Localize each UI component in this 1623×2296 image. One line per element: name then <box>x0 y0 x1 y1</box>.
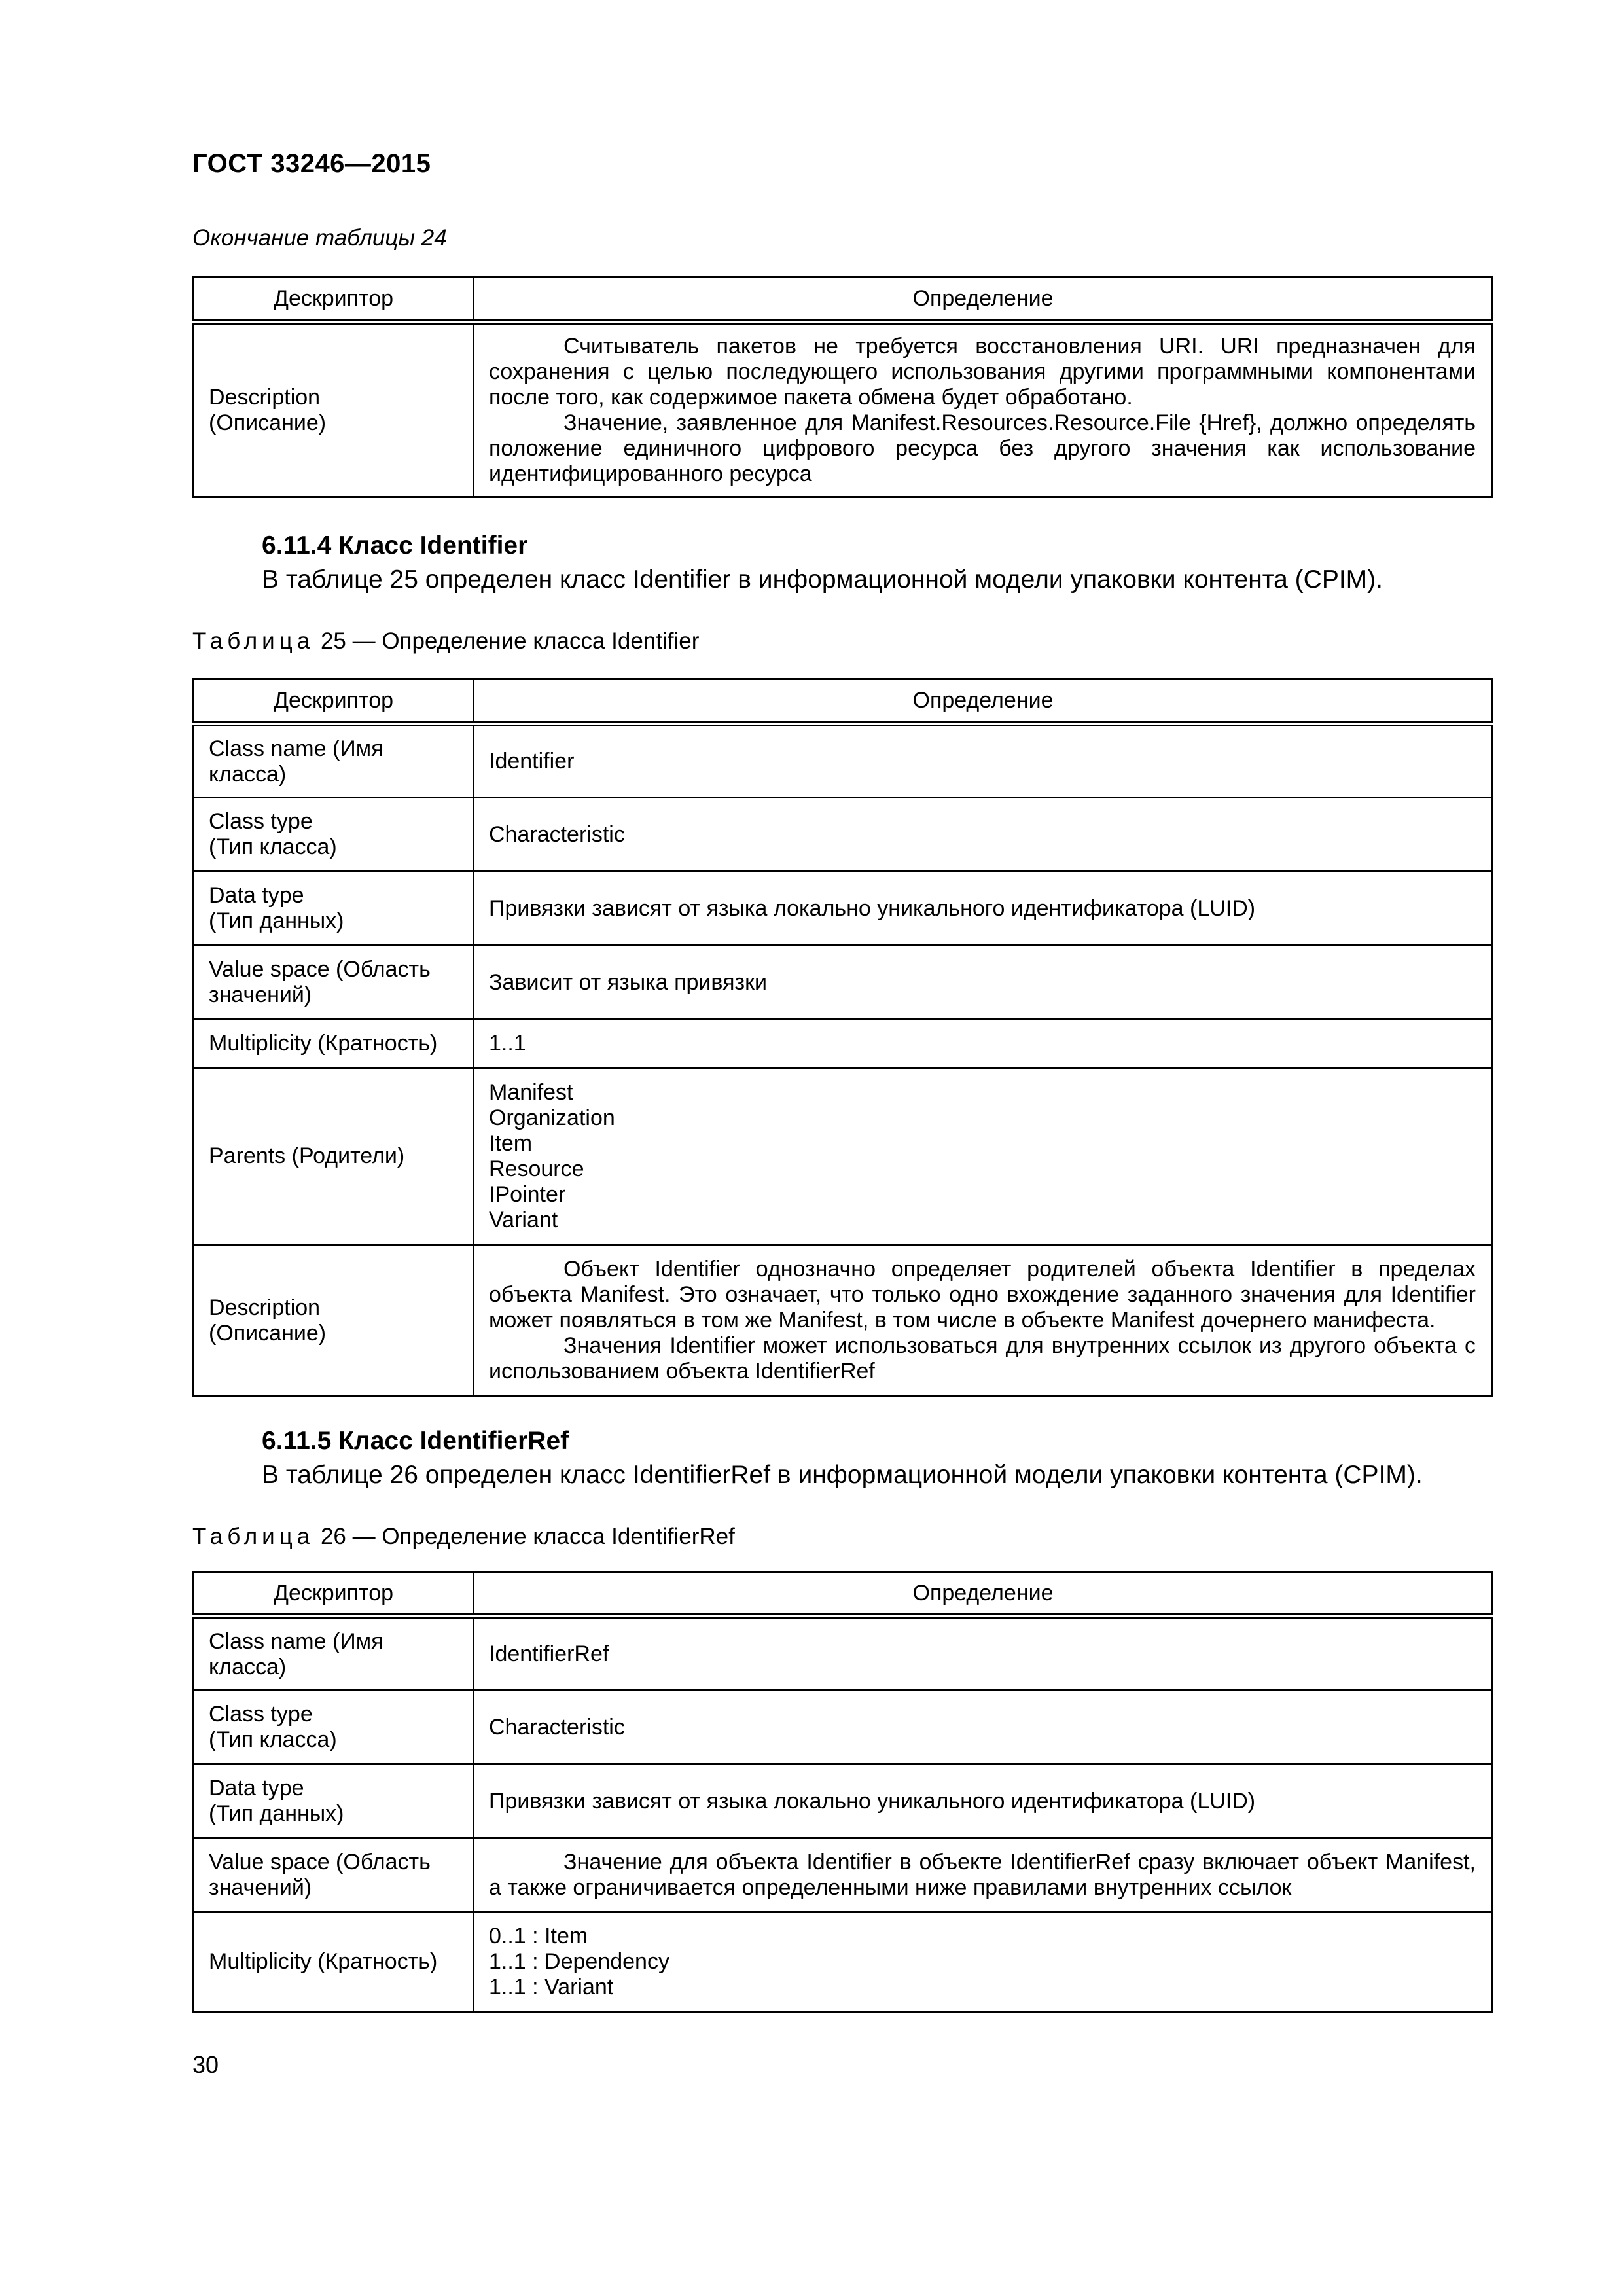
list-item: IPointer <box>489 1181 566 1207</box>
table-row <box>194 1617 1493 1691</box>
table-header-row <box>194 1572 1493 1617</box>
descriptor-cell <box>194 1691 474 1765</box>
descriptor-cell <box>194 322 474 497</box>
definition-paragraph: Значение для объекта Identifier в объекте IdentifierRef сразу включает объект Manifest, а также ограничивается определенными ниже правилами внутренних ссылок <box>489 1850 1476 1900</box>
list-item: Resource <box>489 1156 584 1181</box>
descriptor-cell <box>194 1068 474 1245</box>
list-item: Organization <box>489 1105 615 1130</box>
section-heading-6-11-5: 6.11.5 Класс IdentifierRef <box>262 1427 569 1455</box>
table-row <box>194 1839 1493 1912</box>
list-item: Item <box>489 1130 533 1156</box>
descriptor-label: Description <box>209 1295 321 1320</box>
caption-text: 25 — Определение класса Identifier <box>314 628 700 654</box>
table-row <box>194 946 1493 1020</box>
definition-cell: Привязки зависят от языка локально уникального идентификатора (LUID) <box>474 1765 1493 1839</box>
table-row <box>194 1020 1493 1068</box>
descriptor-label: Description <box>209 385 321 410</box>
definition-cell: IdentifierRef <box>474 1617 1493 1691</box>
descriptor-label-cont: (Тип класса) <box>209 1727 337 1752</box>
descriptor-label-cont: значений) <box>209 1875 312 1900</box>
table-row <box>194 872 1493 946</box>
definition-cell: Characteristic <box>474 798 1493 872</box>
definition-paragraph: Объект Identifier однозначно определяет родителей объекта Identifier в пределах объекта Manifest. Это означает, что только одно вхождение заданного значения для Identifier может появляться в том же Manifest, в том числе в объекте Manifest дочернего манифеста. <box>489 1257 1476 1333</box>
descriptor-cell <box>194 1245 474 1397</box>
definition-cell: 1..1 <box>474 1020 1493 1068</box>
descriptor-label-cont: (Тип данных) <box>209 1801 344 1826</box>
descriptor-label-cont: (Тип класса) <box>209 834 337 859</box>
section-text-6-11-5: В таблице 26 определен класс IdentifierRef в информационной модели упаковки контента (CPIM). <box>262 1461 1423 1489</box>
definition-cell <box>474 1245 1493 1397</box>
table-24-end <box>192 276 1493 498</box>
list-item: 1..1 : Variant <box>489 1975 614 2000</box>
descriptor-label: Class type <box>209 1702 313 1727</box>
list-item: Manifest <box>489 1079 573 1105</box>
descriptor-cell <box>194 1020 474 1068</box>
definition-cell <box>474 322 1493 497</box>
document-number: ГОСТ 33246—2015 <box>192 149 431 178</box>
descriptor-label: Multiplicity (Кратность) <box>209 1031 438 1056</box>
descriptor-cell <box>194 1765 474 1839</box>
caption-prefix: Таблица <box>192 1524 315 1549</box>
definition-cell <box>474 1839 1493 1912</box>
list-item: 0..1 : Item <box>489 1924 588 1948</box>
list-item: 1..1 : Dependency <box>489 1949 669 1974</box>
definition-cell <box>474 1912 1493 2012</box>
descriptor-cell <box>194 872 474 946</box>
column-header-definition: Определение <box>474 679 1493 724</box>
table-row <box>194 1765 1493 1839</box>
descriptor-label-cont: (Описание) <box>209 1320 327 1346</box>
descriptor-label: Class type <box>209 809 313 834</box>
definition-paragraph: Значение, заявленное для Manifest.Resources.Resource.File {Href}, должно определять положение единичного цифрового ресурса без другого значения как использование идентифицированного ресурса <box>489 410 1476 486</box>
descriptor-label-cont: (Тип данных) <box>209 908 344 933</box>
definition-cell: Identifier <box>474 724 1493 798</box>
definition-cell: Зависит от языка привязки <box>474 946 1493 1020</box>
descriptor-cell <box>194 798 474 872</box>
descriptor-cell <box>194 1617 474 1691</box>
column-header-descriptor: Дескриптор <box>194 1572 474 1617</box>
table-row <box>194 1691 1493 1765</box>
table-row <box>194 798 1493 872</box>
table-25-caption <box>192 628 699 655</box>
column-header-definition: Определение <box>474 1572 1493 1617</box>
descriptor-cell <box>194 946 474 1020</box>
table-row <box>194 1912 1493 2012</box>
list-item: Variant <box>489 1207 558 1232</box>
definition-paragraph: Значения Identifier может использоваться для внутренних ссылок из другого объекта с использованием объекта IdentifierRef <box>489 1333 1476 1384</box>
table-row <box>194 724 1493 798</box>
descriptor-label: Value space (Область <box>209 1850 431 1874</box>
definition-cell <box>474 1068 1493 1245</box>
section-heading-6-11-4: 6.11.4 Класс Identifier <box>262 531 528 560</box>
caption-prefix: Таблица <box>192 628 315 654</box>
definition-paragraph: Считыватель пакетов не требуется восстановления URI. URI предназначен для сохранения с целью последующего использования другими программными компонентами после того, как содержимое пакета обмена будет обработано. <box>489 334 1476 410</box>
table-25 <box>192 678 1493 1397</box>
descriptor-label: Multiplicity (Кратность) <box>209 1949 438 1974</box>
column-header-descriptor: Дескриптор <box>194 278 474 322</box>
caption-text: 26 — Определение класса IdentifierRef <box>314 1524 735 1549</box>
table-row <box>194 322 1493 497</box>
section-text-6-11-4: В таблице 25 определен класс Identifier в информационной модели упаковки контента (CPIM). <box>262 565 1383 594</box>
descriptor-label-cont: класса) <box>209 761 287 787</box>
definition-cell: Characteristic <box>474 1691 1493 1765</box>
descriptor-label-cont: класса) <box>209 1654 287 1679</box>
definition-cell: Привязки зависят от языка локально уникального идентификатора (LUID) <box>474 872 1493 946</box>
descriptor-label: Value space (Область <box>209 957 431 982</box>
descriptor-label: Data type <box>209 1776 304 1801</box>
table-26-caption <box>192 1524 735 1550</box>
descriptor-label-cont: значений) <box>209 982 312 1007</box>
table-row <box>194 1245 1493 1397</box>
descriptor-cell <box>194 724 474 798</box>
descriptor-label: Class name (Имя <box>209 1628 383 1654</box>
descriptor-cell <box>194 1839 474 1912</box>
table-26 <box>192 1571 1493 2013</box>
column-header-descriptor: Дескриптор <box>194 679 474 724</box>
descriptor-label: Data type <box>209 883 304 908</box>
descriptor-label: Parents (Родители) <box>209 1143 405 1168</box>
column-header-definition: Определение <box>474 278 1493 322</box>
table-row <box>194 1068 1493 1245</box>
descriptor-cell <box>194 1912 474 2012</box>
table-header-row <box>194 679 1493 724</box>
table-header-row <box>194 278 1493 322</box>
descriptor-label: Class name (Имя <box>209 736 383 761</box>
descriptor-label-translation: (Описание) <box>209 410 327 435</box>
page-number: 30 <box>192 2051 219 2078</box>
table-24-continuation-caption: Окончание таблицы 24 <box>192 225 447 251</box>
